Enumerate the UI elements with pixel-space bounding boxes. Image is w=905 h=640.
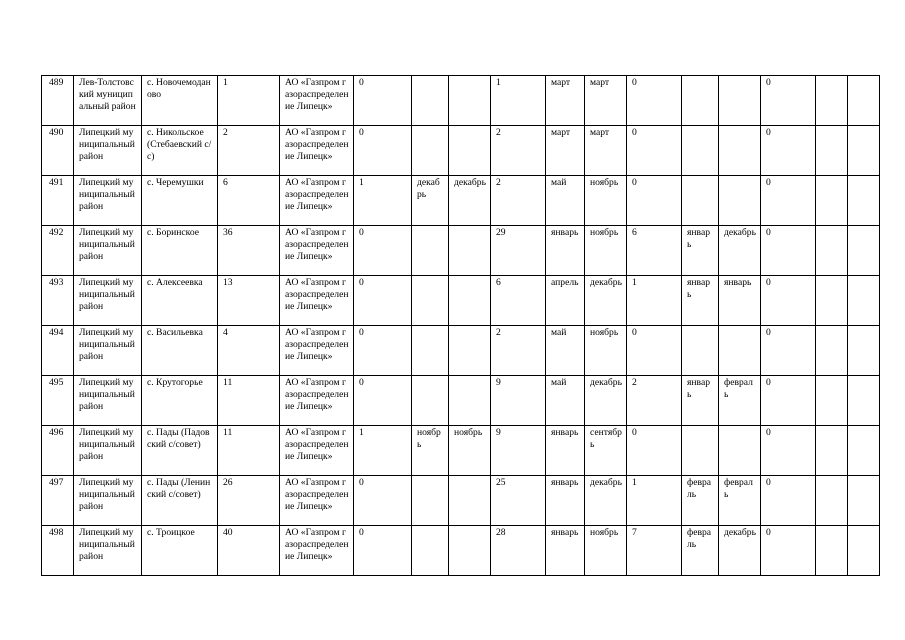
row-number: 492	[42, 226, 74, 276]
settlement-cell: с. Боринское	[142, 226, 218, 276]
count-cell: 40	[218, 526, 280, 576]
col8-month	[449, 476, 491, 526]
col12-value: 0	[627, 176, 682, 226]
col15-value: 0	[761, 476, 816, 526]
col17-cell	[848, 326, 880, 376]
organization-cell: АО «Газпром газораспределение Липецк»	[280, 476, 354, 526]
col6-value: 0	[354, 326, 412, 376]
table-row	[42, 526, 880, 576]
col17-cell	[848, 76, 880, 126]
col9-value: 6	[491, 276, 546, 326]
table-row	[42, 426, 880, 476]
col8-month	[449, 526, 491, 576]
col12-value: 6	[627, 226, 682, 276]
district-cell: Липецкий муниципальный район	[74, 126, 142, 176]
settlement-cell: с. Пады (Ленинский с/совет)	[142, 476, 218, 526]
col10-month: март	[546, 76, 585, 126]
col9-value: 2	[491, 326, 546, 376]
table-row	[42, 326, 880, 376]
organization-cell: АО «Газпром газораспределение Липецк»	[280, 76, 354, 126]
col11-month: март	[585, 76, 627, 126]
col12-value: 0	[627, 126, 682, 176]
col17-cell	[848, 526, 880, 576]
col14-month: февраль	[719, 476, 761, 526]
col11-month: ноябрь	[585, 176, 627, 226]
col8-month: декабрь	[449, 176, 491, 226]
col9-value: 1	[491, 76, 546, 126]
district-cell: Липецкий муниципальный район	[74, 476, 142, 526]
col11-month: ноябрь	[585, 526, 627, 576]
row-number: 496	[42, 426, 74, 476]
col13-month	[682, 426, 719, 476]
table-body	[42, 76, 880, 576]
col13-month: февраль	[682, 476, 719, 526]
col7-month: декабрь	[412, 176, 449, 226]
col14-month: декабрь	[719, 526, 761, 576]
col7-month	[412, 276, 449, 326]
col8-month	[449, 226, 491, 276]
col10-month: январь	[546, 526, 585, 576]
col13-month	[682, 76, 719, 126]
col15-value: 0	[761, 376, 816, 426]
settlement-cell: с. Троицкое	[142, 526, 218, 576]
col17-cell	[848, 226, 880, 276]
col6-value: 0	[354, 126, 412, 176]
col13-month: январь	[682, 226, 719, 276]
col7-month	[412, 476, 449, 526]
col16-cell	[816, 526, 848, 576]
col14-month	[719, 426, 761, 476]
col14-month	[719, 326, 761, 376]
col10-month: январь	[546, 476, 585, 526]
col11-month: декабрь	[585, 376, 627, 426]
row-number: 495	[42, 376, 74, 426]
table-row	[42, 476, 880, 526]
table-row	[42, 176, 880, 226]
col7-month	[412, 376, 449, 426]
district-cell: Липецкий муниципальный район	[74, 376, 142, 426]
count-cell: 1	[218, 76, 280, 126]
settlement-cell: с. Новочемоданово	[142, 76, 218, 126]
col16-cell	[816, 476, 848, 526]
col14-month: декабрь	[719, 226, 761, 276]
col11-month: ноябрь	[585, 226, 627, 276]
row-number: 493	[42, 276, 74, 326]
row-number: 491	[42, 176, 74, 226]
col15-value: 0	[761, 526, 816, 576]
col16-cell	[816, 226, 848, 276]
col11-month: март	[585, 126, 627, 176]
count-cell: 4	[218, 326, 280, 376]
settlement-cell: с. Пады (Падовский с/совет)	[142, 426, 218, 476]
col15-value: 0	[761, 276, 816, 326]
col6-value: 1	[354, 426, 412, 476]
col8-month	[449, 76, 491, 126]
col8-month	[449, 326, 491, 376]
data-table	[41, 75, 880, 576]
district-cell: Липецкий муниципальный район	[74, 276, 142, 326]
col10-month: май	[546, 376, 585, 426]
settlement-cell: с. Васильевка	[142, 326, 218, 376]
col16-cell	[816, 426, 848, 476]
row-number: 490	[42, 126, 74, 176]
count-cell: 11	[218, 426, 280, 476]
col6-value: 0	[354, 376, 412, 426]
district-cell: Липецкий муниципальный район	[74, 526, 142, 576]
settlement-cell: с. Никольское (Стебаевский с/с)	[142, 126, 218, 176]
col9-value: 28	[491, 526, 546, 576]
organization-cell: АО «Газпром газораспределение Липецк»	[280, 276, 354, 326]
col12-value: 0	[627, 326, 682, 376]
col17-cell	[848, 126, 880, 176]
col7-month	[412, 326, 449, 376]
settlement-cell: с. Черемушки	[142, 176, 218, 226]
col15-value: 0	[761, 226, 816, 276]
count-cell: 11	[218, 376, 280, 426]
count-cell: 26	[218, 476, 280, 526]
col10-month: март	[546, 126, 585, 176]
col9-value: 25	[491, 476, 546, 526]
organization-cell: АО «Газпром газораспределение Липецк»	[280, 326, 354, 376]
col9-value: 9	[491, 426, 546, 476]
col9-value: 29	[491, 226, 546, 276]
col13-month	[682, 176, 719, 226]
col9-value: 2	[491, 176, 546, 226]
table-row	[42, 376, 880, 426]
settlement-cell: с. Крутогорье	[142, 376, 218, 426]
col11-month: декабрь	[585, 276, 627, 326]
col8-month	[449, 376, 491, 426]
count-cell: 36	[218, 226, 280, 276]
count-cell: 6	[218, 176, 280, 226]
col12-value: 1	[627, 476, 682, 526]
col15-value: 0	[761, 326, 816, 376]
col11-month: сентябрь	[585, 426, 627, 476]
col7-month	[412, 226, 449, 276]
col15-value: 0	[761, 426, 816, 476]
col8-month: ноябрь	[449, 426, 491, 476]
col16-cell	[816, 326, 848, 376]
organization-cell: АО «Газпром газораспределение Липецк»	[280, 176, 354, 226]
row-number: 498	[42, 526, 74, 576]
organization-cell: АО «Газпром газораспределение Липецк»	[280, 426, 354, 476]
col6-value: 0	[354, 276, 412, 326]
row-number: 494	[42, 326, 74, 376]
col10-month: май	[546, 326, 585, 376]
col8-month	[449, 126, 491, 176]
col16-cell	[816, 276, 848, 326]
row-number: 497	[42, 476, 74, 526]
district-cell: Липецкий муниципальный район	[74, 326, 142, 376]
col16-cell	[816, 126, 848, 176]
col17-cell	[848, 426, 880, 476]
col12-value: 1	[627, 276, 682, 326]
col15-value: 0	[761, 76, 816, 126]
col17-cell	[848, 276, 880, 326]
col7-month	[412, 526, 449, 576]
col17-cell	[848, 476, 880, 526]
col12-value: 0	[627, 426, 682, 476]
col16-cell	[816, 176, 848, 226]
district-cell: Липецкий муниципальный район	[74, 226, 142, 276]
table-row	[42, 76, 880, 126]
col8-month	[449, 276, 491, 326]
col7-month: ноябрь	[412, 426, 449, 476]
organization-cell: АО «Газпром газораспределение Липецк»	[280, 126, 354, 176]
col17-cell	[848, 376, 880, 426]
col16-cell	[816, 76, 848, 126]
col12-value: 2	[627, 376, 682, 426]
col6-value: 0	[354, 476, 412, 526]
col7-month	[412, 76, 449, 126]
organization-cell: АО «Газпром газораспределение Липецк»	[280, 526, 354, 576]
col13-month	[682, 326, 719, 376]
col6-value: 1	[354, 176, 412, 226]
col6-value: 0	[354, 526, 412, 576]
col13-month: январь	[682, 276, 719, 326]
table-row	[42, 276, 880, 326]
col13-month: январь	[682, 376, 719, 426]
row-number: 489	[42, 76, 74, 126]
col12-value: 0	[627, 76, 682, 126]
col10-month: апрель	[546, 276, 585, 326]
district-cell: Липецкий муниципальный район	[74, 176, 142, 226]
count-cell: 2	[218, 126, 280, 176]
organization-cell: АО «Газпром газораспределение Липецк»	[280, 226, 354, 276]
col14-month: февраль	[719, 376, 761, 426]
col17-cell	[848, 176, 880, 226]
col14-month: январь	[719, 276, 761, 326]
col9-value: 9	[491, 376, 546, 426]
col13-month: февраль	[682, 526, 719, 576]
col11-month: ноябрь	[585, 326, 627, 376]
col14-month	[719, 126, 761, 176]
col6-value: 0	[354, 76, 412, 126]
col10-month: май	[546, 176, 585, 226]
table-row	[42, 226, 880, 276]
settlement-cell: с. Алексеевка	[142, 276, 218, 326]
district-cell: Лев-Толстовский муниципальный район	[74, 76, 142, 126]
col9-value: 2	[491, 126, 546, 176]
table-row	[42, 126, 880, 176]
col11-month: декабрь	[585, 476, 627, 526]
organization-cell: АО «Газпром газораспределение Липецк»	[280, 376, 354, 426]
col15-value: 0	[761, 176, 816, 226]
col13-month	[682, 126, 719, 176]
col14-month	[719, 76, 761, 126]
col16-cell	[816, 376, 848, 426]
col12-value: 7	[627, 526, 682, 576]
district-cell: Липецкий муниципальный район	[74, 426, 142, 476]
col15-value: 0	[761, 126, 816, 176]
col10-month: январь	[546, 426, 585, 476]
col14-month	[719, 176, 761, 226]
col7-month	[412, 126, 449, 176]
col6-value: 0	[354, 226, 412, 276]
col10-month: январь	[546, 226, 585, 276]
count-cell: 13	[218, 276, 280, 326]
